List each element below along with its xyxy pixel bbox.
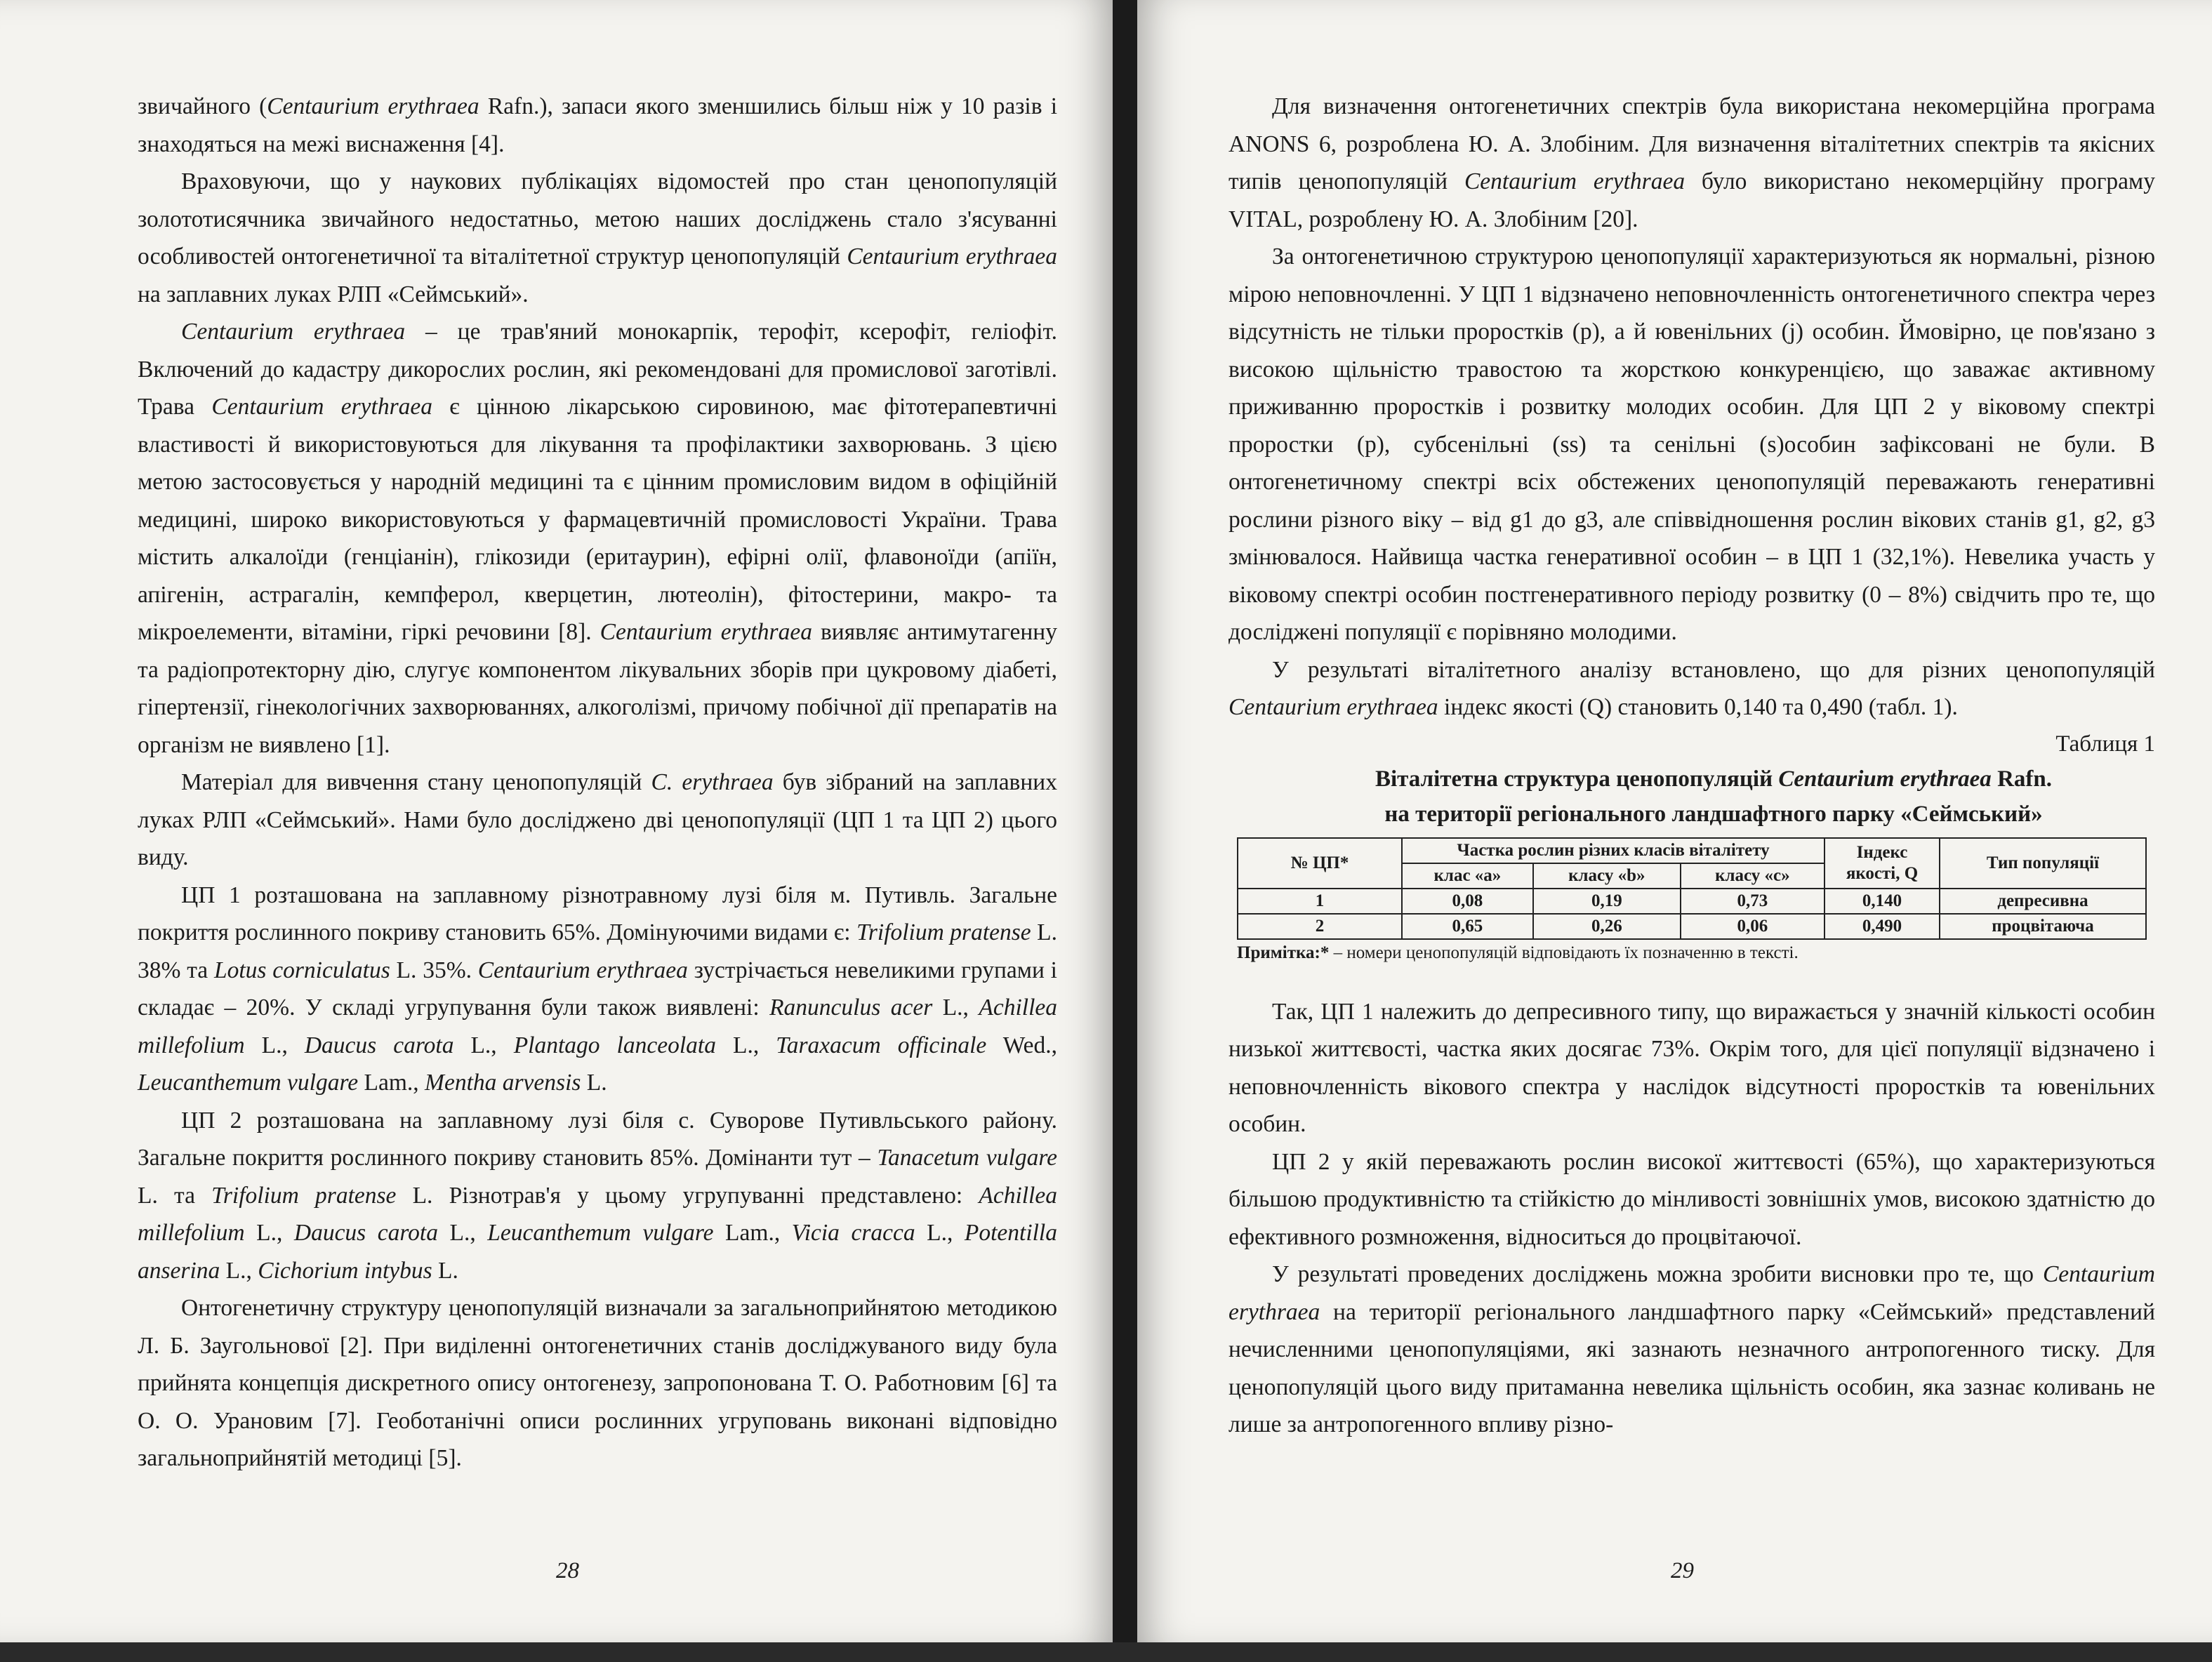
paragraph: звичайного (Centaurium erythraea Rafn.), запаси якого зменшились більш ніж у 10 разів і знаходяться на межі виснаження [4]. [138,93,1057,157]
header-class-a: клас «а» [1402,863,1533,889]
table-header-row [1238,838,2146,863]
table-title-line2: на території регіонального ландшафтного парку «Сеймський» [1384,801,2043,827]
paragraph: Враховуючи, що у наукових публікаціях відомостей про стан ценопопуляцій золототисячника звичайного недостатньо, метою наших досліджень стало з'ясуванні особливостей онтогенетичної та віталітетної структур ценопопуляцій Centaurium erythraea на заплавних луках РЛП «Сеймський». [138,168,1057,307]
book-gutter [1113,0,1137,1662]
header-class-group: Частка рослин різних класів віталітету [1402,838,1824,863]
paragraph: У результаті проведених досліджень можна зробити висновки про те, що Centaurium erythraea на території регіонального ландшафтного парку «Сеймський» представлений нечисленними ценопопуляціями, які зазнають незначного антропогенного тиску. Для ценопопуляцій цього виду притаманна невелика щільність особин, яка зазнає коливань не лише за антропогенного впливу різно- [1228,1261,2155,1437]
cell-cp: 2 [1238,914,1402,939]
cell-type: процвітаюча [1940,914,2146,939]
table-row [1238,889,2146,914]
paragraph: Матеріал для вивчення стану ценопопуляцій C. erythraea був зібраний на заплавних луках РЛП «Сеймський». Нами було досліджено дві ценопопуляції (ЦП 1 та ЦП 2) цього виду. [138,769,1057,870]
cell-cp: 1 [1238,889,1402,914]
cell-class-b: 0,19 [1533,889,1681,914]
cell-class-b: 0,26 [1533,914,1681,939]
header-quality-index: Індекс якості, Q [1824,838,1940,889]
paragraph: Centaurium erythraea – це трав'яний монокарпік, терофіт, ксерофіт, геліофіт. Включений до кадастру дикорослих рослин, які рекомендовані для промислової заготівлі. Трава Centaurium erythraea є цінною лікарською сировиною, має фітотерапевтичні властивості й використовуються для лікування та профілактики захворювань. З цією метою застосовується у народній медицині та є цінним промисловим видом в офіційній медицині, широко використовуються у фармацевтичній промисловості України. Трава містить алкалоїди (генціанін), глікозиди (еритаурин), ефірні олії, флавоноїди (апіїн, апігенін, астрагалін, кемпферол, кверцетин, лютеолін), фітостерини, макро- та мікроелементи, вітаміни, гіркі речовини [8]. Centaurium erythraea виявляє антимутагенну та радіопротекторну дію, слугує компонентом лікувальних зборів при цукровому діабеті, гіпертензії, гінекологічних захворюваннях, алкоголізмі, причому побічної дії препаратів на організм не виявлено [1]. [138,319,1057,758]
paragraph: Онтогенетичну структуру ценопопуляцій визначали за загальноприйнятою методикою Л. Б. Заугольнової [2]. При виділенні онтогенетичних станів досліджуваного виду була прийнята концепція дискретного опису онтогенезу, запропонована Т. О. Работновим [6] та О. О. Урановим [7]. Геоботанічні описи рослинних угруповань виконані відповідно загальноприйнятій методиці [5]. [138,1295,1057,1471]
page-number: 28 [556,1558,579,1583]
paragraph: Для визначення онтогенетичних спектрів була використана некомерційна програма ANONS 6, розроблена Ю. А. Злобіним. Для визначення віталітетних спектрів та якісних типів ценопопуляцій Centaurium erythraea було використано некомерційну програму VITAL, розроблену Ю. А. Злобіним [20]. [1228,93,2156,232]
cell-q: 0,490 [1824,914,1940,939]
header-population-type: Тип популяції [1940,838,2146,889]
scan-bottom-edge [0,1642,2212,1662]
paragraph: Так, ЦП 1 належить до депресивного типу, що виражається у значній кількості особин низької життєвості, частка яких досягає 73%. Окрім того, для цієї популяції відзначено і неповночленність вікового спектра у наслідок відсутності проростків та ювенільних особин. [1228,998,2155,1137]
table-note [1237,941,2155,965]
header-class-c: класу «с» [1681,863,1824,889]
paragraph: ЦП 2 у якій переважають рослин високої життєвості (65%), що характеризуються більшою продуктивністю та стійкістю до мінливості зовнішніх умов, високою здатністю до ефективного розмноження, відноситься до процвітаючої. [1228,1148,2155,1250]
cell-class-c: 0,06 [1681,914,1824,939]
table-row [1238,914,2146,939]
right-page [1137,0,2212,1642]
right-page-text [1228,88,2155,1444]
cell-class-c: 0,73 [1681,889,1824,914]
header-class-b: класу «b» [1533,863,1681,889]
vitality-table [1237,837,2147,940]
cell-class-a: 0,65 [1402,914,1533,939]
cell-q: 0,140 [1824,889,1940,914]
table-label: Таблиця 1 [2055,731,2155,757]
page-number: 29 [1671,1558,1694,1583]
paragraph: ЦП 2 розташована на заплавному лузі біля с. Суворове Путивльського району. Загальне покриття рослинного покриву становить 85%. Домінанти тут – Tanacetum vulgare L. та Trifolium pratense L. Різнотрав'я у цьому угрупуванні представлено: Achillea millefolium L., Daucus carota L., Leucanthemum vulgare Lam., Vicia cracca L., Potentilla anserina L., Cichorium intybus L. [138,1107,1057,1284]
left-page [0,0,1113,1642]
cell-type: депресивна [1940,889,2146,914]
paragraph: ЦП 1 розташована на заплавному різнотравному лузі біля м. Путивль. Загальне покриття рослинного покриву становить 65%. Домінуючими видами є: Trifolium pratense L. 38% та Lotus corniculatus L. 35%. Centaurium erythraea зустрічається невеликими групами і складає – 20%. У складі угрупування були також виявлені: Ranunculus acer L., Achillea millefolium L., Daucus carota L., Plantago lanceolata L., Taraxacum officinale Wed., Leucanthemum vulgare Lam., Mentha arvensis L. [138,882,1057,1096]
table-title-line1: Віталітетна структура ценопопуляцій Centaurium erythraea Rafn. [1375,766,2052,792]
cell-class-a: 0,08 [1402,889,1533,914]
left-page-text [138,88,1057,1477]
table-note-text: – номери ценопопуляцій відповідають їх позначенню в тексті. [1333,943,1799,962]
header-cp-number: № ЦП* [1238,838,1402,889]
paragraph: У результаті віталітетного аналізу встановлено, що для різних ценопопуляцій Centaurium erythraea індекс якості (Q) становить 0,140 та 0,490 (табл. 1). [1228,656,2155,720]
table-note-label: Примітка:* [1237,943,1330,962]
paragraph: За онтогенетичною структурою ценопопуляції характеризуються як нормальні, різною мірою неповночленні. У ЦП 1 відзначено неповночленність онтогенетичного спектра через відсутність не тільки проростків (p), а й ювенільних (j) особин. Ймовірно, це пов'язано з високою щільністю травостою та жорсткою конкуренцією, що заважає активному приживанню проростків і розвитку молодих особин. Для ЦП 2 у віковому спектрі проростки (p), субсенільні (ss) та сенільні (s)особин зафіксовані не були. В онтогенетичному спектрі всіх обстежених ценопопуляцій переважають генеративні рослини різного віку – від g1 до g3, але співвідношення рослин вікових станів g1, g2, g3 змінювалося. Найвища частка генеративної особин – в ЦП 1 (32,1%). Невелика участь у віковому спектрі особин постгенеративного періоду розвитку (0 – 8%) свідчить про те, що досліджені популяції є порівняно молодими. [1228,244,2155,645]
